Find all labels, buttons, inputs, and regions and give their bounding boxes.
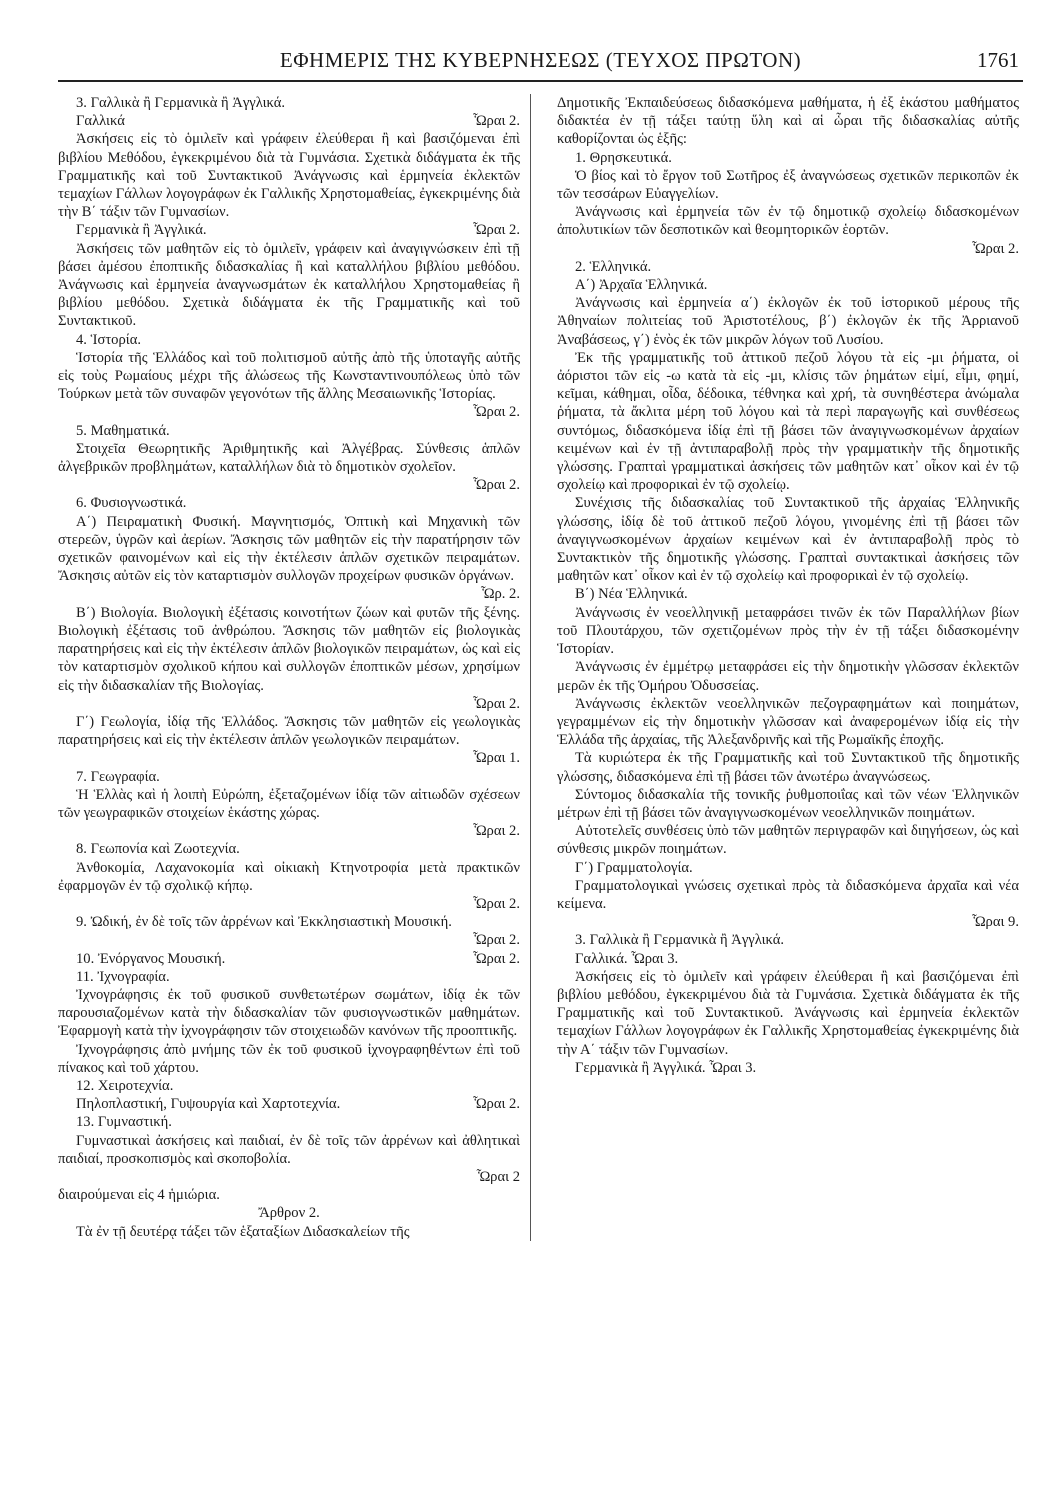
hours-label: Ὧραι 2. [472,823,520,840]
left-column [58,94,531,1241]
paragraph: Γραμματολογικαὶ γνώσεις σχετικαὶ πρὸς τὰ διδασκόμενα ἀρχαῖα καὶ νέα κείμενα. [557,877,1019,912]
hours-label: Ὧραι 2. [472,1096,520,1113]
hours-label: Ὧραι 1. [472,750,520,767]
paragraph: Ἡ Ἑλλὰς καὶ ἡ λοιπὴ Εὐρώπη, ἐξεταζομένων ἰδίᾳ τῶν αἰτιωδῶν σχέσεων τῶν γεωγραφικῶν στοιχείων ἑκάστης χώρας. [58,786,520,821]
paragraph: Ἐκ τῆς γραμματικῆς τοῦ ἀττικοῦ πεζοῦ λόγου τὰ εἰς -μι ῥήματα, οἱ ἀόριστοι τῶν εἰς -ω κατὰ τὰ εἰς -μι, κλίσις τῶν ῥημάτων εἰμί, εἶμι, φημί, κεῖμαι, κάθημαι, οἶδα, δέδοικα, τέθνηκα καὶ χρή, τὰ συνηθέστερα ἀνώμαλα ῥήματα, τὰ ἄκλιτα μέρη τοῦ λόγου καὶ τὰ περὶ παραγωγῆς καὶ συνθέσεως συντόμως, διδασκόμενα ἰδίᾳ ἐπὶ τῇ βάσει τῶν ἀναγιγνωσκομένων ἀρχαίων κειμένων καὶ ἐν τῇ ἀντιπαραβολῇ πρὸς τὴν γραμματικὴν τῆς δημοτικῆς γλώσσης. Γραπταὶ γραμματικαὶ ἀσκήσεις τῶν μαθητῶν κατ᾽ οἶκον καὶ ἐν τῷ σχολείῳ καὶ προφορικαὶ ἐν τῷ σχολείῳ. [557,349,1019,494]
paragraph: Ἀσκήσεις εἰς τὸ ὁμιλεῖν καὶ γράφειν ἐλεύθεραι ἢ καὶ βασιζόμεναι ἐπὶ βιβλίου Μεθόδου, ἐγκεκριμένου διὰ τὰ Γυμνάσια. Σχετικὰ διδάγματα ἐκ τῆς Γραμματικῆς καὶ τοῦ Συντακτικοῦ Ἀνάγνωσις καὶ ἑρμηνεία ἐκλεκτῶν τεμαχίων Γάλλων λογογράφων ἐκ Γαλλικῆς Χρηστομαθείας, ἐγκεκριμένης διὰ τὴν Β΄ τάξιν τῶν Γυμνασίων. [58,131,520,221]
hours-label: Ὧρ. 2. [480,586,520,603]
section-heading: 7. Γεωγραφία. [76,768,160,785]
paragraph: Ἱστορία τῆς Ἑλλάδος καὶ τοῦ πολιτισμοῦ αὐτῆς ἀπὸ τῆς ὑποταγῆς αὐτῆς εἰς τοὺς Ρωμαίους μέχρι τῆς ἁλώσεως τῆς Κωνσταντινουπόλεως ὑπὸ τῶν Τούρκων μετὰ τῶν συναφῶν γεγονότων τῆς ἄλλης Μεσαιωνικῆς Ἱστορίας. [58,349,520,403]
paragraph: Ὁ βίος καὶ τὸ ἔργον τοῦ Σωτῆρος ἐξ ἀναγνώσεως σχετικῶν περικοπῶν ἐκ τῶν τεσσάρων Εὐαγγελίων. [557,167,1019,203]
section-heading: 11. Ἰχνογραφία. [76,968,170,985]
hours-label: Ὧραι 2. [472,404,520,421]
hours-label: Ὧραι 2 [476,1168,520,1185]
paragraph: Β΄) Βιολογία. Βιολογικὴ ἐξέτασις κοινοτήτων ζώων καὶ φυτῶν τῆς ξένης. Βιολογικὴ ἐξέτασις τοῦ ἀνθρώπου. Ἄσκησις τῶν μαθητῶν εἰς βιολογικὰς παρατηρήσεις καὶ εἰς τὴν ἐκτέλεσιν ἁπλῶν βιολογικῶν πειραμάτων, ὡς καὶ εἰς τὸν καταρτισμὸν σχολικοῦ κήπου καὶ συλλογῶν ἐποπτικῶν μέσων, χρησίμων εἰς τὴν διδασκαλίαν τῆς Βιολογίας. [58,604,520,694]
paragraph: Ἀνθοκομία, Λαχανοκομία καὶ οἰκιακὴ Κτηνοτροφία μετὰ πρακτικῶν ἐφαρμογῶν ἐν τῷ σχολικῷ κήπῳ. [58,859,520,894]
page-header [58,44,1023,82]
paragraph: Σύντομος διδασκαλία τῆς τονικῆς ῥυθμοποιΐας καὶ τῶν νέων Ἑλληνικῶν μέτρων ἐπὶ τῇ βάσει τῶν ἀναγιγνωσκομένων νεοελληνικῶν ποιημάτων. [557,786,1019,821]
section-heading: 5. Μαθηματικά. [76,422,170,439]
hours-label: Ὧραι 2. [472,222,520,239]
paragraph: Δημοτικῆς Ἐκπαιδεύσεως διδασκόμενα μαθήματα, ἡ ἐξ ἑκάστου μαθήματος διδακτέα ἐν τῇ τάξει ταύτῃ ὕλη καὶ αἱ ὧραι τῆς διδασκαλίας αὐτῆς καθορίζονται ὡς ἑξῆς: [557,95,1019,148]
paragraph: Ἀνάγνωσις καὶ ἑρμηνεία α΄) ἐκλογῶν ἐκ τοῦ ἱστορικοῦ μέρους τῆς Ἀθηναίων πολιτείας τοῦ Ἀριστοτέλους, β΄) ἐκλογῶν ἐκ τῆς Ἀρριανοῦ Ἀναβάσεως, γ΄) ἑνὸς ἐκ τῶν μικρῶν λόγων τοῦ Λυσίου. [557,295,1019,348]
paragraph: Ἰχνογράφησις ἐκ τοῦ φυσικοῦ συνθετωτέρων σωμάτων, ἰδίᾳ ἐκ τῶν παρουσιαζομένων κατὰ τὴν διδασκαλίαν τῶν φυσιογνωστικῶν μαθημάτων. Ἐφαρμογὴ κατὰ τὴν ἰχνογράφησιν τῶν στοιχειωδῶν κανόνων τῆς προοπτικῆς. [58,986,520,1040]
section-heading: 12. Χειροτεχνία. [76,1077,174,1094]
right-column [551,94,1019,1241]
hours-label: Ὧραι 2. [472,895,520,912]
section-heading: 6. Φυσιογνωστικά. [76,495,187,512]
section-heading: 1. Θρησκευτικά. [575,149,672,166]
section-heading: 2. Ἑλληνικά. [575,258,652,275]
paragraph: Ἀσκήσεις εἰς τὸ ὁμιλεῖν καὶ γράφειν ἐλεύθεραι ἢ καὶ βασιζόμεναι ἐπὶ βιβλίου μεθόδου, ἐγκεκριμένου διὰ τὰ Γυμνάσια. Σχετικὰ διδάγματα ἐκ τῆς Γραμματικῆς καὶ τοῦ Συντακτικοῦ. Ἀνάγνωσις καὶ ἑρμηνεία ἐκλεκτῶν τεμαχίων Γάλλων λογογράφων ἐκ Γαλλικῆς Χρηστομαθείας ἐγκεκριμένης διὰ τὴν Α΄ τάξιν τῶν Γυμνασίων. [557,968,1019,1058]
paragraph: Ἰχνογράφησις ἀπὸ μνήμης τῶν ἐκ τοῦ φυσικοῦ ἰχνογραφηθέντων ἐπὶ τοῦ πίνακος καὶ τοῦ χάρτου. [58,1041,520,1076]
section-heading: 13. Γυμναστική. [76,1114,172,1131]
hours-label: Ὧραι 2. [472,695,520,712]
paragraph: Πηλοπλαστική, Γυψουργία καὶ Χαρτοτεχνία. Ὧραι 2. [76,1096,520,1113]
section-heading: 8. Γεωπονία καὶ Ζωοτεχνία. [76,841,240,858]
hours-label: Ὧραι 2. [971,240,1019,257]
paragraph: Συνέχισις τῆς διδασκαλίας τοῦ Συντακτικοῦ τῆς ἀρχαίας Ἑλληνικῆς γλώσσης, ἰδίᾳ δὲ τοῦ ἀττικοῦ πεζοῦ λόγου, γινομένης ἐπὶ τῇ βάσει τῶν ἀναγιγνωσκομένων ἀρχαίων κειμένων καὶ ἐν ἀντιπαραβολῇ πρὸς τὸ Συντακτικὸν τῆς δημοτικῆς γλώσσης. Γραπταὶ συντακτικαὶ ἀσκήσεις τῶν μαθητῶν κατ᾽ οἶκον καὶ ἐν τῷ σχολείῳ καὶ προφορικαὶ ἐν τῷ σχολείῳ. [557,495,1019,585]
section-heading: 3. Γαλλικὰ ἢ Γερμανικὰ ἢ Ἀγγλικά. [76,95,286,111]
paragraph: Ἀνάγνωσις ἐν νεοελληνικῇ μεταφράσει τινῶν ἐκ τῶν Παραλλήλων βίων τοῦ Πλουτάρχου, τῶν σχετιζομένων πρὸς τὴν ἐν τῇ τάξει διδασκομένην Ἱστορίαν. [557,604,1019,658]
paragraph: Ἀνάγνωσις ἐκλεκτῶν νεοελληνικῶν πεζογραφημάτων καὶ ποιημάτων, γεγραμμένων εἰς τὴν δημοτικὴν γλῶσσαν καὶ ἀναφερομένων ἰδίᾳ εἰς τὴν Ἑλλάδα τῆς ἀρχαίας, τῆς Ἀλεξανδρινῆς καὶ τῆς Ρωμαϊκῆς ἐποχῆς. [557,695,1019,749]
section-heading: 3. Γαλλικὰ ἢ Γερμανικὰ ἢ Ἀγγλικά. [575,932,785,949]
paragraph: Γυμναστικαὶ ἀσκήσεις καὶ παιδιαί, ἐν δὲ τοῖς τῶν ἀρρένων καὶ ἀθλητικαὶ παιδιαί, προσκοπισμὸς καὶ σκοποβολία. [58,1132,520,1167]
section-heading: 10. Ἐνόργανος Μουσική. Ὧραι 2. [76,950,520,967]
page-number: 1761 [977,48,1019,72]
subsection-heading: Γαλλικά Ὧραι 2. [76,113,520,130]
hours-label: Ὧραι 2. [472,950,520,967]
hours-label: Ὧραι 2. [472,932,520,949]
article-heading: Ἄρθρον 2. [258,1205,320,1222]
gazette-title: ΕΦΗΜΕΡΙΣ ΤΗΣ ΚΥΒΕΡΝΗΣΕΩΣ (ΤΕΥΧΟΣ ΠΡΩΤΟΝ) [279,48,802,72]
subsection-heading: Γαλλικά. Ὧραι 3. [575,950,679,967]
hours-label: Ὧραι 2. [472,477,520,494]
paragraph: Στοιχεῖα Θεωρητικῆς Ἀριθμητικῆς καὶ Ἀλγέβρας. Σύνθεσις ἁπλῶν ἀλγεβρικῶν προβλημάτων, καταλλήλων διὰ τὸ δημοτικὸν σχολεῖον. [58,440,520,476]
subsection-heading: Γ΄) Γραμματολογία. [575,859,693,876]
paragraph: Γ΄) Γεωλογία, ἰδίᾳ τῆς Ἑλλάδος. Ἄσκησις τῶν μαθητῶν εἰς γεωλογικὰς παρατηρήσεις καὶ εἰς τὴν ἐκτέλεσιν ἁπλῶν γεωλογικῶν πειραμάτων. [58,713,520,749]
paragraph: Ἀνάγνωσις ἐν ἐμμέτρῳ μεταφράσει εἰς τὴν δημοτικὴν γλῶσσαν ἐκλεκτῶν μερῶν ἐκ τῆς Ὁμήρου Ὀδυσσείας. [557,659,1019,694]
paragraph: Αὐτοτελεῖς συνθέσεις ὑπὸ τῶν μαθητῶν περιγραφῶν καὶ διηγήσεων, ὡς καὶ σύνθεσις μικρῶν ποιημάτων. [557,823,1019,858]
paragraph: Α΄) Πειραματικὴ Φυσική. Μαγνητισμός, Ὀπτικὴ καὶ Μηχανικὴ τῶν στερεῶν, ὑγρῶν καὶ ἀερίων. Ἄσκησις τῶν μαθητῶν εἰς τὴν παρατήρησιν τῶν σχετικῶν φαινομένων καὶ εἰς τὴν ἐκτέλεσιν ἁπλῶν σχετικῶν πειραμάτων. Ἄσκησις αὐτῶν εἰς τὸν καταρτισμὸν συλλογῶν προχείρων φυσικῶν ὀργάνων. [58,513,520,585]
section-heading: 4. Ἱστορία. [76,331,141,348]
paragraph: διαιρούμεναι εἰς 4 ἡμιώρια. [58,1187,220,1204]
paragraph: Ἀνάγνωσις καὶ ἑρμηνεία τῶν ἐν τῷ δημοτικῷ σχολείῳ διδασκομένων ἀπολυτικίων τῶν δεσποτικῶν καὶ θεομητορικῶν ἑορτῶν. [557,204,1019,239]
paragraph: Τὰ ἐν τῇ δευτέρᾳ τάξει τῶν ἑξαταξίων Διδασκαλείων τῆς [76,1223,410,1240]
subsection-heading: Α΄) Ἀρχαῖα Ἑλληνικά. [575,277,708,294]
paragraph: Τὰ κυριώτερα ἐκ τῆς Γραμματικῆς καὶ τοῦ Συντακτικοῦ τῆς δημοτικῆς γλώσσης, διδασκόμενα ἐπὶ τῇ βάσει τῶν ἀνωτέρω ἀναγνώσεως. [557,750,1019,785]
subsection-heading: Γερμανικὰ ἢ Ἀγγλικά. Ὧραι 3. [575,1059,757,1076]
section-heading: 9. Ὠδική, ἐν δὲ τοῖς τῶν ἀρρένων καὶ Ἐκκλησιαστικὴ Μουσική. [76,914,452,931]
paragraph: Ἀσκήσεις τῶν μαθητῶν εἰς τὸ ὁμιλεῖν, γράφειν καὶ ἀναγιγνώσκειν ἐπὶ τῇ βάσει ἀμέσου ἐποπτικῆς διδασκαλίας ἢ καὶ καταλλήλου βιβλίου μεθόδου. Ἀνάγνωσις καὶ ἑρμηνεία ἀναγνωσμάτων ἐκ καταλλήλου Χρηστομαθείας ἢ βιβλίου μεθόδου. Σχετικὰ διδάγματα ἐκ τῆς Γραμματικῆς καὶ τοῦ Συντακτικοῦ. [58,240,520,330]
hours-label: Ὧραι 2. [472,113,520,130]
subsection-heading: Β΄) Νέα Ἑλληνικά. [575,586,688,603]
subsection-heading: Γερμανικὰ ἢ Ἀγγλικά. Ὧραι 2. [76,222,520,239]
hours-label: Ὧραι 9. [971,914,1019,931]
